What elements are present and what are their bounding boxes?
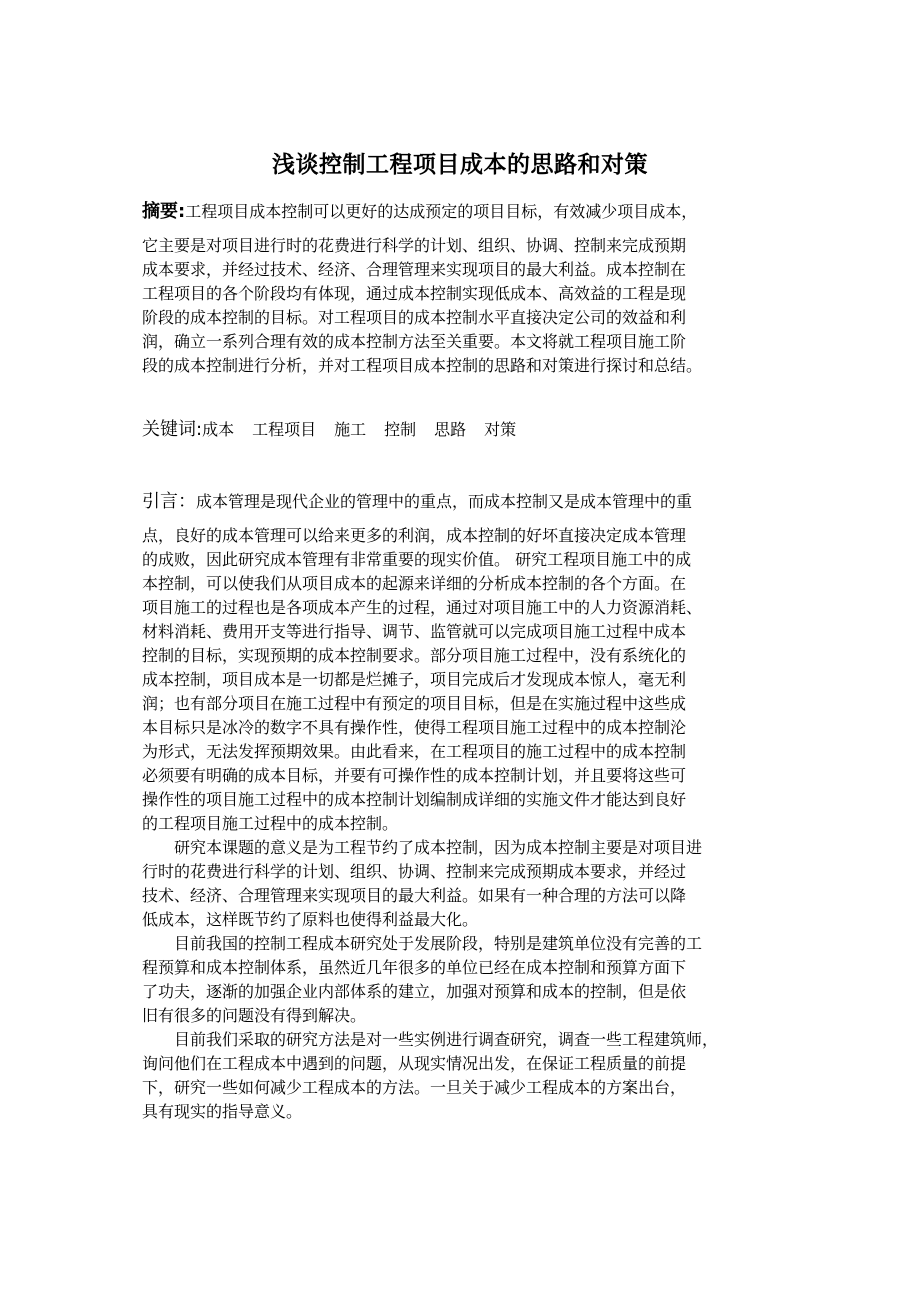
keyword-item: 对策 xyxy=(484,420,517,439)
keyword-item: 成本 xyxy=(202,420,235,439)
keywords-section xyxy=(142,418,782,442)
paragraph-line: 程预算和成本控制体系，虽然近几年很多的单位已经在成本控制和预算方面下 xyxy=(142,958,687,977)
abstract-line: 它主要是对项目进行时的花费进行科学的计划、组织、协调、控制来完成预期 xyxy=(142,236,687,255)
paragraph-line: 低成本，这样既节约了原料也使得利益最大化。 xyxy=(142,910,479,929)
paragraph-line: 研究本课题的意义是为工程节约了成本控制，因为成本控制主要是对项目进 xyxy=(174,838,703,857)
intro-label: 引言： xyxy=(142,491,196,512)
keyword-item: 控制 xyxy=(384,420,417,439)
paragraph-line: 下，研究一些如何减少工程成本的方法。一旦关于减少工程成本的方案出台， xyxy=(142,1078,687,1097)
document-title: 浅谈控制工程项目成本的思路和对策 xyxy=(272,152,648,178)
paragraph-line: 润；也有部分项目在施工过程中有预定的项目目标，但是在实施过程中这些成 xyxy=(142,694,687,713)
paragraph-line: 必须要有明确的成本目标，并要有可操作性的成本控制计划，并且要将这些可 xyxy=(142,766,687,785)
keywords-label: 关键词: xyxy=(142,419,203,440)
keywords-line xyxy=(142,418,782,442)
keyword-item: 工程项目 xyxy=(252,420,317,439)
paragraph-line: 成本控制，项目成本是一切都是烂摊子，项目完成后才发现成本惊人，毫无利 xyxy=(142,670,687,689)
paragraph-line: 项目施工的过程也是各项成本产生的过程，通过对项目施工中的人力资源消耗、 xyxy=(142,598,703,617)
abstract-line: 成本要求，并经过技术、经济、合理管理来实现项目的最大利益。成本控制在 xyxy=(142,260,687,279)
paragraph-line: 询问他们在工程成本中遇到的问题，从现实情况出发，在保证工程质量的前提 xyxy=(142,1054,687,1073)
paragraph-line: 技术、经济、合理管理来实现项目的最大利益。如果有一种合理的方法可以降 xyxy=(142,886,687,905)
paragraph-line: 为形式，无法发挥预期效果。由此看来，在工程项目的施工过程中的成本控制 xyxy=(142,742,687,761)
keyword-item: 施工 xyxy=(334,420,367,439)
paragraph-line: 操作性的项目施工过程中的成本控制计划编制成详细的实施文件才能达到良好 xyxy=(142,790,687,809)
introduction-section xyxy=(142,490,782,1124)
abstract-line: 段的成本控制进行分析，并对工程项目成本控制的思路和对策进行探讨和总结。 xyxy=(142,356,703,375)
abstract-first-line xyxy=(142,200,782,224)
abstract-line: 工程项目成本控制可以更好的达成预定的项目目标，有效减少项目成本， xyxy=(185,202,698,221)
abstract-label: 摘要: xyxy=(142,201,186,222)
paragraph-line: 旧有很多的问题没有得到解决。 xyxy=(142,1006,367,1025)
paragraph-line: 具有现实的指导意义。 xyxy=(142,1102,303,1121)
abstract-line: 润，确立一系列合理有效的成本控制方法至关重要。本文将就工程项目施工阶 xyxy=(142,332,687,351)
paragraph-line: 点，良好的成本管理可以给来更多的利润，成本控制的好坏直接决定成本管理 xyxy=(142,526,687,545)
paragraph-line: 目前我们采取的研究方法是对一些实例进行调查研究，调查一些工程建筑师， xyxy=(174,1030,719,1049)
paragraph-line: 目前我国的控制工程成本研究处于发展阶段，特别是建筑单位没有完善的工 xyxy=(174,934,703,953)
paragraph-line: 本控制，可以使我们从项目成本的起源来详细的分析成本控制的各个方面。在 xyxy=(142,574,687,593)
paragraph-line: 的成败，因此研究成本管理有非常重要的现实价值。 研究工程项目施工中的成 xyxy=(142,550,692,569)
abstract-section xyxy=(142,200,782,378)
abstract-line: 阶段的成本控制的目标。对工程项目的成本控制水平直接决定公司的效益和利 xyxy=(142,308,687,327)
paragraph-line: 本目标只是冰冷的数字不具有操作性，使得工程项目施工过程中的成本控制沦 xyxy=(142,718,687,737)
keyword-item: 思路 xyxy=(434,420,467,439)
intro-first-line xyxy=(142,490,782,514)
abstract-line: 工程项目的各个阶段均有体现，通过成本控制实现低成本、高效益的工程是现 xyxy=(142,284,687,303)
paragraph-line: 材料消耗、费用开支等进行指导、调节、监管就可以完成项目施工过程中成本 xyxy=(142,622,687,641)
paragraph-line: 行时的花费进行科学的计划、组织、协调、控制来完成预期成本要求，并经过 xyxy=(142,862,687,881)
paragraph-line: 了功夫，逐渐的加强企业内部体系的建立，加强对预算和成本的控制，但是依 xyxy=(142,982,687,1001)
paragraph-line: 控制的目标，实现预期的成本控制要求。部分项目施工过程中，没有系统化的 xyxy=(142,646,687,665)
paragraph-line: 的工程项目施工过程中的成本控制。 xyxy=(142,814,399,833)
intro-line: 成本管理是现代企业的管理中的重点，而成本控制又是成本管理中的重 xyxy=(196,492,693,511)
